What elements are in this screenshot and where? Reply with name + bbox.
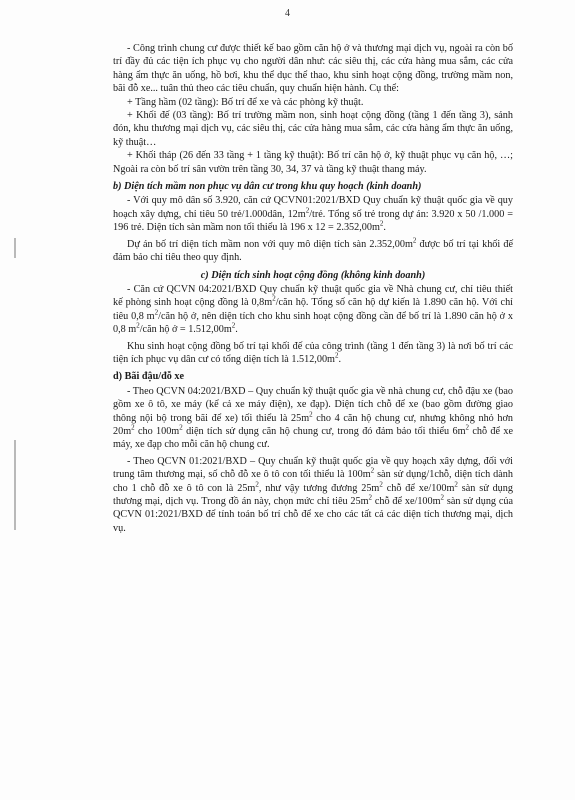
section-c-paragraph-2: Khu sinh hoạt cộng đồng bố trí tại khối đế của công trình (tầng 1 đến tầng 3) là nơi bố trí các tiện ích phục vụ dân cư có tổng diện tích là $1.512,00m^2$. [113,340,513,365]
scan-margin-mark [14,440,16,530]
section-b-paragraph-1: - Với quy mô dân số 3.920, căn cứ QCVN01:2021/BXD Quy chuẩn kỹ thuật quốc gia về quy hoạch xây dựng, chỉ tiêu 50 trẻ/1.000dân, $12m^2$/trẻ. Tổng số trẻ trong dự án: 3.920 x 50 /1.000 = 196 trẻ. Diện tích sàn mầm non tối thiểu là 196 x $12 = 2.352,00m^2$. [113,195,513,234]
section-d-heading: d) Bãi đậu/đỗ xe [113,371,185,383]
section-b-heading: b) Diện tích mầm non phục vụ dân cư trong khu quy hoạch (kinh doanh) [113,181,422,193]
section-d-paragraph-2: - Theo QCVN 01:2021/BXD – Quy chuẩn kỹ thuật quốc gia về quy hoạch xây dựng, đối với trung tâm thương mại, số chỗ đỗ xe ô tô con tối thiểu là $100m^2$ sàn sử dụng/1chỗ, diện tích dành cho 1 chỗ đỗ xe ô tô con là $25m^2$, như vậy tương đương $25m^2$ chỗ để $xe/100m^2$ sàn sử dụng thương mại, dịch vụ. Trong đồ án này, chọn mức chỉ tiêu $25m^2$ chỗ để $xe/100m^2$ sàn sử dụng của QCVN 01:2021/BXD để tính toán bố trí chỗ để xe cho các tất cả các diện tích thương mại, dịch vụ. [113,455,513,534]
section-c-heading: c) Diện tích sinh hoạt cộng đồng (không kinh doanh) [200,269,426,281]
intro-item-basement: + Tầng hầm (02 tầng): Bố trí để xe và các phòng kỹ thuật. [127,96,364,108]
section-c-paragraph-1: - Căn cứ QCVN 04:2021/BXD Quy chuẩn kỹ thuật quốc gia về Nhà chung cư, chỉ tiêu thiết kế phòng sinh hoạt cộng đồng là $0,8m^2$/căn hộ. Tổng số căn hộ dự kiến là 1.890 căn hộ. Với chỉ tiêu 0,8 $m^2$/căn hộ ở, nên diện tích cho khu sinh hoạt cộng đồng cần để bố trí là 1.890 căn hộ ở x 0,8 $m^2$/căn hộ ở = $1.512,00m^2$. [113,283,513,336]
page-number: 4 [285,8,290,19]
intro-paragraph: - Công trình chung cư được thiết kế bao gồm căn hộ ở và thương mại dịch vụ, ngoài ra còn bố trí đầy đủ các tiện ích phục vụ cho người dân như: các siêu thị, các cửa hàng mua sắm, các cửa hàng ẩm thực ăn uống, hồ bơi, khu thể dục thể thao, khu sinh hoạt cộng đồng, trường mầm non, bãi đỗ xe... tuân thủ theo các tiêu chuẩn, quy chuẩn hiện hành. Cụ thể: [113,43,513,95]
document-body [113,42,513,535]
scan-margin-mark [14,238,16,258]
intro-item-tower: + Khối tháp (26 đến 33 tầng + 1 tầng kỹ thuật): Bố trí căn hộ ở, kỹ thuật phục vụ căn hộ, …; Ngoài ra còn bố trí sân vườn trên tầng 30, 34, 37 và tầng kỹ thuật thang máy. [113,150,513,175]
section-d-paragraph-1: - Theo QCVN 04:2021/BXD – Quy chuẩn kỹ thuật quốc gia về nhà chung cư, chỗ đậu xe (bao gồm xe ô tô, xe máy (kể cả xe máy điện), xe đạp). Diện tích chỗ để xe (bao gồm đường giao thông nội bộ trong bãi để xe) tối thiểu là $25m^2$ cho 4 căn hộ chung cư, nhưng không nhỏ hơn $20m^2$ cho $100m^2$ diện tích sử dụng căn hộ chung cư, trong đó đảm bảo tối thiểu $6m^2$ chỗ để xe máy, xe đạp cho mỗi căn hộ chung cư. [113,385,513,451]
section-b-paragraph-2: Dự án bố trí diện tích mầm non với quy mô diện tích sàn $2.352,00m^2$ được bố trí tại khối đế đảm bảo chỉ tiêu theo quy định. [113,236,513,264]
intro-item-podium: + Khối đế (03 tầng): Bố trí trường mầm non, sinh hoạt cộng đồng (tầng 1 đến tầng 3), sảnh đón, khu thương mại dịch vụ, các siêu thị, các cửa hàng mua sắm, các cửa hàng ẩm thực ăn uống, kỹ thuật… [113,110,513,148]
